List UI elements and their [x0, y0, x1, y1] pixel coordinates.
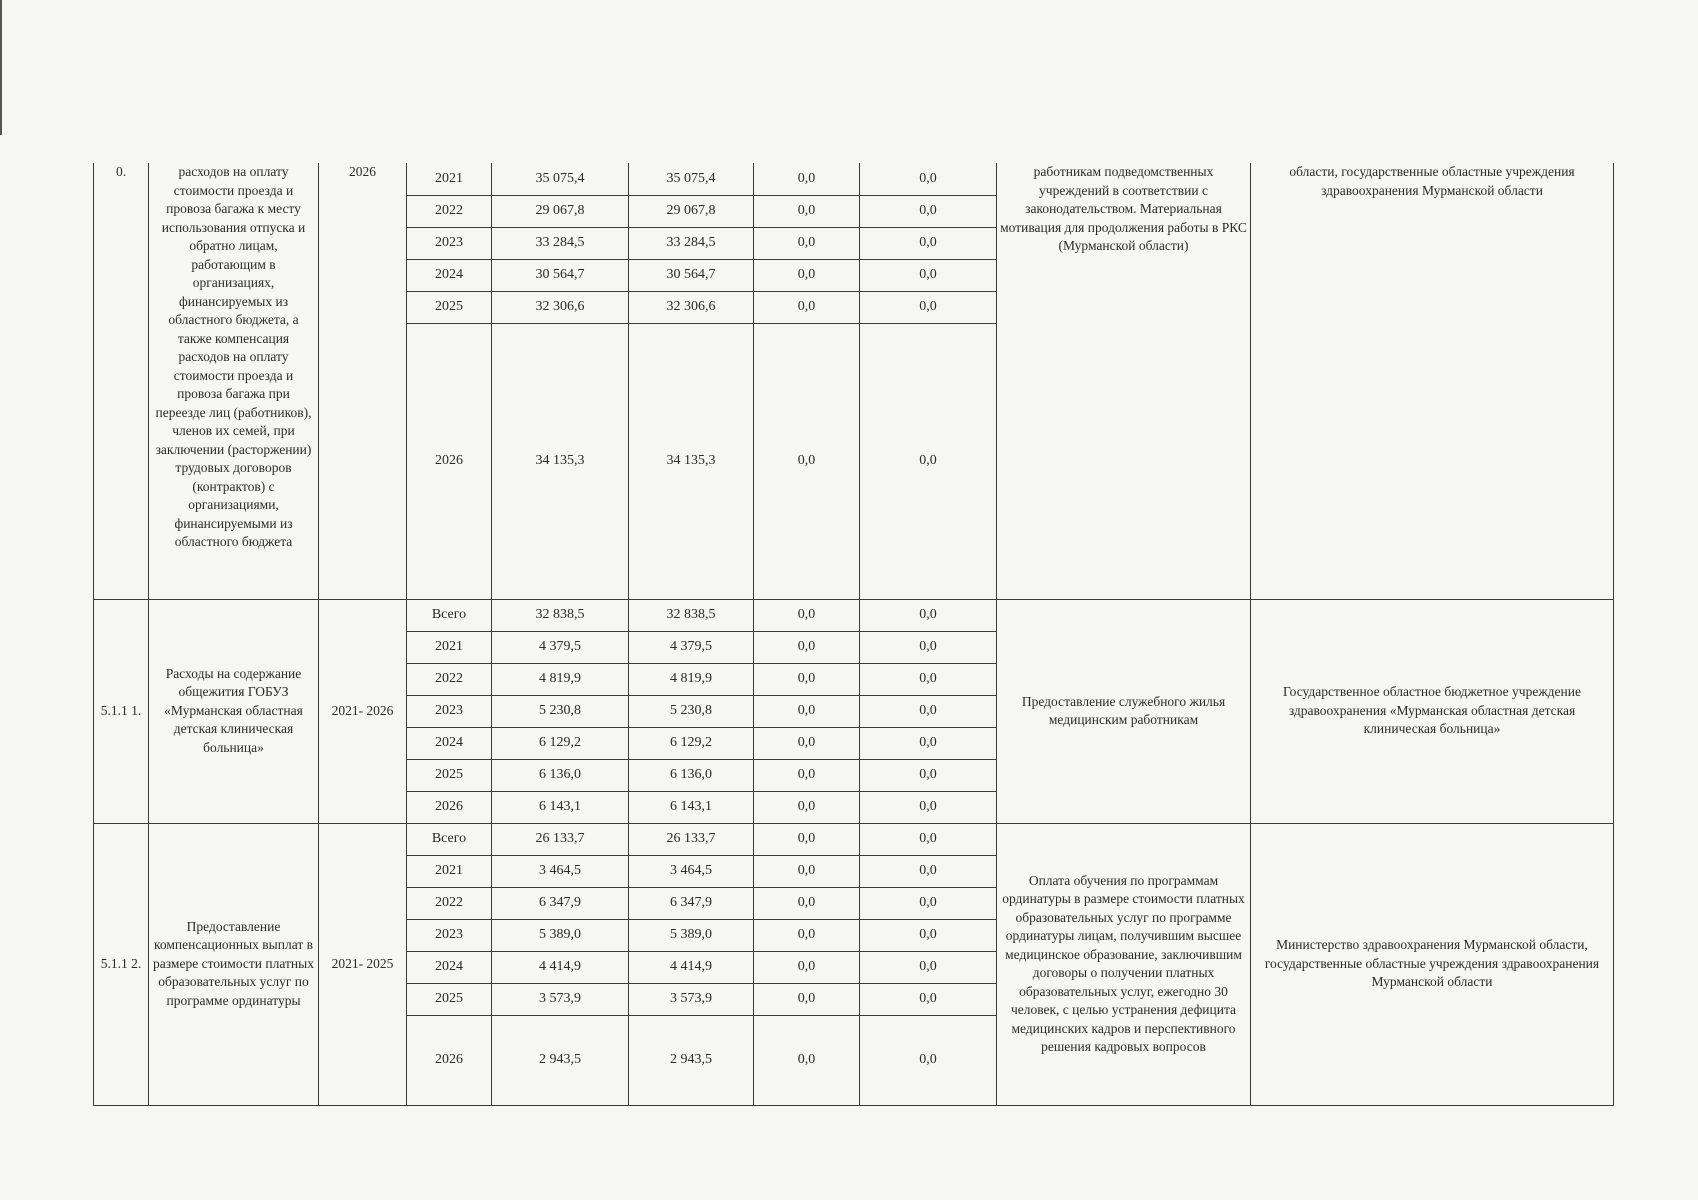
- cell-federal-budget: 0,0: [754, 663, 860, 695]
- cell-other-sources: 0,0: [860, 259, 997, 291]
- cell-federal-budget: 0,0: [754, 727, 860, 759]
- cell-federal-budget: 0,0: [754, 823, 860, 855]
- cell-federal-budget: 0,0: [754, 291, 860, 323]
- cell-regional-budget: 33 284,5: [629, 227, 754, 259]
- cell-total: 6 143,1: [492, 791, 629, 823]
- cell-federal-budget: 0,0: [754, 951, 860, 983]
- cell-regional-budget: 4 379,5: [629, 631, 754, 663]
- cell-year: 2021: [407, 631, 492, 663]
- cell-federal-budget: 0,0: [754, 323, 860, 599]
- cell-year: 2026: [407, 791, 492, 823]
- cell-total: 32 306,6: [492, 291, 629, 323]
- cell-total: 6 129,2: [492, 727, 629, 759]
- cell-regional-budget: 32 838,5: [629, 599, 754, 631]
- cell-total: 32 838,5: [492, 599, 629, 631]
- cell-regional-budget: 6 129,2: [629, 727, 754, 759]
- cell-regional-budget: 6 143,1: [629, 791, 754, 823]
- cell-federal-budget: 0,0: [754, 599, 860, 631]
- section-name: Предоставление компенсационных выплат в размере стоимости платных образовательных услуг по программе ординатуры: [149, 823, 319, 1105]
- cell-regional-budget: 5 230,8: [629, 695, 754, 727]
- cell-year: 2025: [407, 759, 492, 791]
- cell-federal-budget: 0,0: [754, 163, 860, 195]
- cell-total: 26 133,7: [492, 823, 629, 855]
- cell-regional-budget: 29 067,8: [629, 195, 754, 227]
- cell-year: Всего: [407, 823, 492, 855]
- cell-regional-budget: 32 306,6: [629, 291, 754, 323]
- cell-total: 6 136,0: [492, 759, 629, 791]
- section-name: расходов на оплату стоимости проезда и провоза багажа к месту использования отпуска и обратно лицам, работающим в организациях, финансируемых из областного бюджета, а также компенсация расходов на оплату стоимости проезда и провоза багажа при переезде лиц (работников), членов их семей, при заключении (расторжении) трудовых договоров (контрактов) с организациями, финансируемыми из областного бюджета: [149, 163, 319, 599]
- cell-year: 2023: [407, 919, 492, 951]
- cell-federal-budget: 0,0: [754, 983, 860, 1015]
- cell-year: 2025: [407, 291, 492, 323]
- cell-regional-budget: 6 136,0: [629, 759, 754, 791]
- cell-regional-budget: 5 389,0: [629, 919, 754, 951]
- cell-other-sources: 0,0: [860, 791, 997, 823]
- cell-year: 2025: [407, 983, 492, 1015]
- section-period: 2021- 2026: [319, 599, 407, 823]
- section-period: 2026: [319, 163, 407, 599]
- cell-total: 30 564,7: [492, 259, 629, 291]
- cell-federal-budget: 0,0: [754, 227, 860, 259]
- section-period: 2021- 2025: [319, 823, 407, 1105]
- section-executor: Государственное областное бюджетное учреждение здравоохранения «Мурманская областная детская клиническая больница»: [1251, 599, 1614, 823]
- cell-federal-budget: 0,0: [754, 195, 860, 227]
- cell-federal-budget: 0,0: [754, 759, 860, 791]
- section-expected-result: Предоставление служебного жилья медицинским работникам: [997, 599, 1251, 823]
- cell-year: 2024: [407, 727, 492, 759]
- cell-year: 2021: [407, 163, 492, 195]
- cell-federal-budget: 0,0: [754, 695, 860, 727]
- cell-federal-budget: 0,0: [754, 1015, 860, 1105]
- cell-other-sources: 0,0: [860, 291, 997, 323]
- cell-total: 35 075,4: [492, 163, 629, 195]
- cell-other-sources: 0,0: [860, 759, 997, 791]
- cell-other-sources: 0,0: [860, 323, 997, 599]
- cell-other-sources: 0,0: [860, 919, 997, 951]
- cell-regional-budget: 4 819,9: [629, 663, 754, 695]
- cell-year: 2023: [407, 695, 492, 727]
- scan-left-edge: [0, 0, 2, 135]
- cell-other-sources: 0,0: [860, 599, 997, 631]
- cell-federal-budget: 0,0: [754, 855, 860, 887]
- table-row: [94, 163, 1614, 195]
- cell-year: 2022: [407, 195, 492, 227]
- cell-total: 34 135,3: [492, 323, 629, 599]
- cell-total: 2 943,5: [492, 1015, 629, 1105]
- cell-regional-budget: 26 133,7: [629, 823, 754, 855]
- cell-regional-budget: 30 564,7: [629, 259, 754, 291]
- cell-federal-budget: 0,0: [754, 631, 860, 663]
- cell-total: 29 067,8: [492, 195, 629, 227]
- cell-other-sources: 0,0: [860, 227, 997, 259]
- cell-other-sources: 0,0: [860, 951, 997, 983]
- cell-total: 4 379,5: [492, 631, 629, 663]
- cell-regional-budget: 6 347,9: [629, 887, 754, 919]
- cell-total: 5 230,8: [492, 695, 629, 727]
- cell-total: 33 284,5: [492, 227, 629, 259]
- section-executor: области, государственные областные учреждения здравоохранения Мурманской области: [1251, 163, 1614, 599]
- cell-total: 6 347,9: [492, 887, 629, 919]
- cell-regional-budget: 35 075,4: [629, 163, 754, 195]
- cell-federal-budget: 0,0: [754, 791, 860, 823]
- cell-federal-budget: 0,0: [754, 887, 860, 919]
- cell-other-sources: 0,0: [860, 887, 997, 919]
- table-row: [94, 823, 1614, 855]
- cell-regional-budget: 4 414,9: [629, 951, 754, 983]
- cell-regional-budget: 3 464,5: [629, 855, 754, 887]
- table-row: [94, 599, 1614, 631]
- cell-other-sources: 0,0: [860, 727, 997, 759]
- cell-other-sources: 0,0: [860, 663, 997, 695]
- cell-regional-budget: 34 135,3: [629, 323, 754, 599]
- cell-year: 2022: [407, 663, 492, 695]
- cell-year: 2026: [407, 323, 492, 599]
- cell-federal-budget: 0,0: [754, 259, 860, 291]
- cell-year: 2024: [407, 951, 492, 983]
- section-executor: Министерство здравоохранения Мурманской области, государственные областные учреждения здравоохранения Мурманской области: [1251, 823, 1614, 1105]
- cell-other-sources: 0,0: [860, 195, 997, 227]
- cell-total: 3 464,5: [492, 855, 629, 887]
- cell-year: Всего: [407, 599, 492, 631]
- cell-total: 4 414,9: [492, 951, 629, 983]
- cell-year: 2022: [407, 887, 492, 919]
- cell-other-sources: 0,0: [860, 695, 997, 727]
- section-expected-result: Оплата обучения по программам ординатуры в размере стоимости платных образовательных услуг по программе ординатуры лицам, получившим высшее медицинское образование, заключившим договоры о получении платных образовательных услуг, ежегодно 30 человек, с целью устранения дефицита медицинских кадров и перспективного решения кадровых вопросов: [997, 823, 1251, 1105]
- cell-regional-budget: 3 573,9: [629, 983, 754, 1015]
- section-number: 5.1.1 2.: [94, 823, 149, 1105]
- section-name: Расходы на содержание общежития ГОБУЗ «Мурманская областная детская клиническая больница»: [149, 599, 319, 823]
- cell-year: 2026: [407, 1015, 492, 1105]
- cell-other-sources: 0,0: [860, 983, 997, 1015]
- cell-year: 2021: [407, 855, 492, 887]
- cell-total: 3 573,9: [492, 983, 629, 1015]
- section-number: 5.1.1 1.: [94, 599, 149, 823]
- cell-total: 5 389,0: [492, 919, 629, 951]
- program-activities-table: [93, 163, 1614, 1106]
- cell-year: 2024: [407, 259, 492, 291]
- cell-other-sources: 0,0: [860, 163, 997, 195]
- cell-federal-budget: 0,0: [754, 919, 860, 951]
- cell-total: 4 819,9: [492, 663, 629, 695]
- cell-other-sources: 0,0: [860, 631, 997, 663]
- cell-other-sources: 0,0: [860, 823, 997, 855]
- cell-other-sources: 0,0: [860, 1015, 997, 1105]
- cell-other-sources: 0,0: [860, 855, 997, 887]
- cell-year: 2023: [407, 227, 492, 259]
- cell-regional-budget: 2 943,5: [629, 1015, 754, 1105]
- section-number: 0.: [94, 163, 149, 599]
- section-expected-result: работникам подведомственных учреждений в соответствии с законодательством. Материальная мотивация для продолжения работы в РКС (Мурманской области): [997, 163, 1251, 599]
